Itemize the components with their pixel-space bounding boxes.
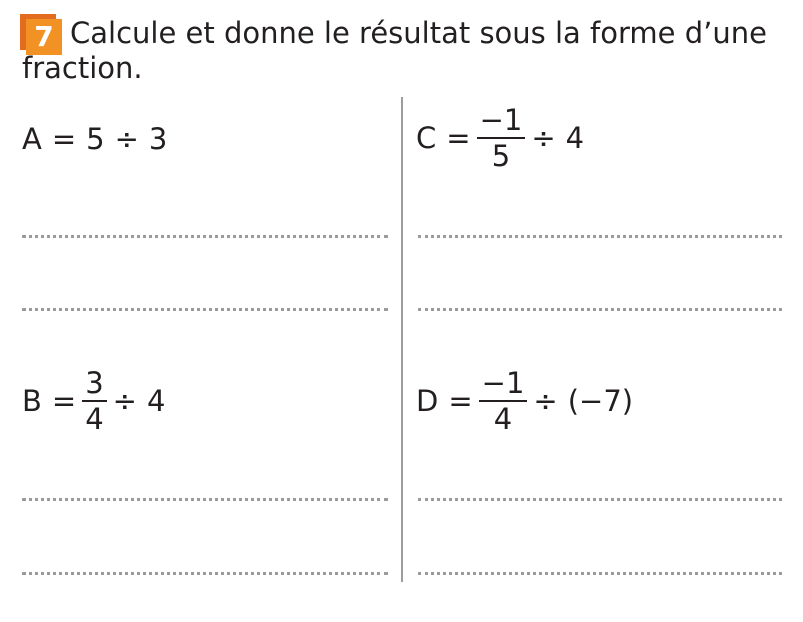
fraction — [479, 366, 528, 436]
expression-label: C — [416, 121, 437, 155]
expression-label: D — [416, 384, 439, 418]
answer-line[interactable] — [418, 572, 782, 575]
equals-sign: = — [51, 384, 77, 418]
answer-line[interactable] — [418, 498, 782, 501]
answer-line[interactable] — [22, 498, 388, 501]
division-sign: ÷ — [112, 384, 137, 418]
answer-line[interactable] — [22, 572, 388, 575]
fraction — [82, 366, 106, 436]
division-sign: ÷ — [533, 384, 558, 418]
expression-label: B — [22, 384, 42, 418]
operand: 4 — [146, 384, 166, 418]
expression-c — [416, 103, 584, 173]
answer-line[interactable] — [22, 308, 388, 311]
answer-line[interactable] — [418, 235, 782, 238]
expression-label: A — [22, 122, 42, 156]
division-sign: ÷ — [531, 121, 556, 155]
fraction-denominator: 4 — [493, 402, 513, 436]
operand: 4 — [565, 121, 585, 155]
column-divider — [401, 97, 403, 582]
operand: (−7) — [567, 384, 634, 418]
exercise-instruction-block — [22, 16, 797, 86]
exercise-instruction: Calcule et donne le résultat sous la forme d’une fraction. — [22, 16, 767, 85]
answer-line[interactable] — [418, 308, 782, 311]
equals-sign: = — [446, 121, 471, 155]
operand: 3 — [148, 122, 168, 156]
equals-sign: = — [51, 122, 77, 156]
answer-line[interactable] — [22, 235, 388, 238]
expression-b — [22, 366, 165, 436]
operand: 5 — [86, 122, 105, 156]
fraction-denominator: 5 — [491, 139, 511, 173]
exercise-number: 7 — [26, 19, 62, 55]
fraction — [477, 103, 526, 173]
fraction-numerator: 3 — [85, 366, 104, 400]
fraction-numerator: −1 — [479, 103, 523, 137]
expression-a — [22, 122, 167, 156]
division-sign: ÷ — [114, 122, 139, 156]
equals-sign: = — [448, 384, 473, 418]
fraction-denominator: 4 — [85, 402, 104, 436]
fraction-numerator: −1 — [481, 366, 525, 400]
expression-d — [416, 366, 633, 436]
